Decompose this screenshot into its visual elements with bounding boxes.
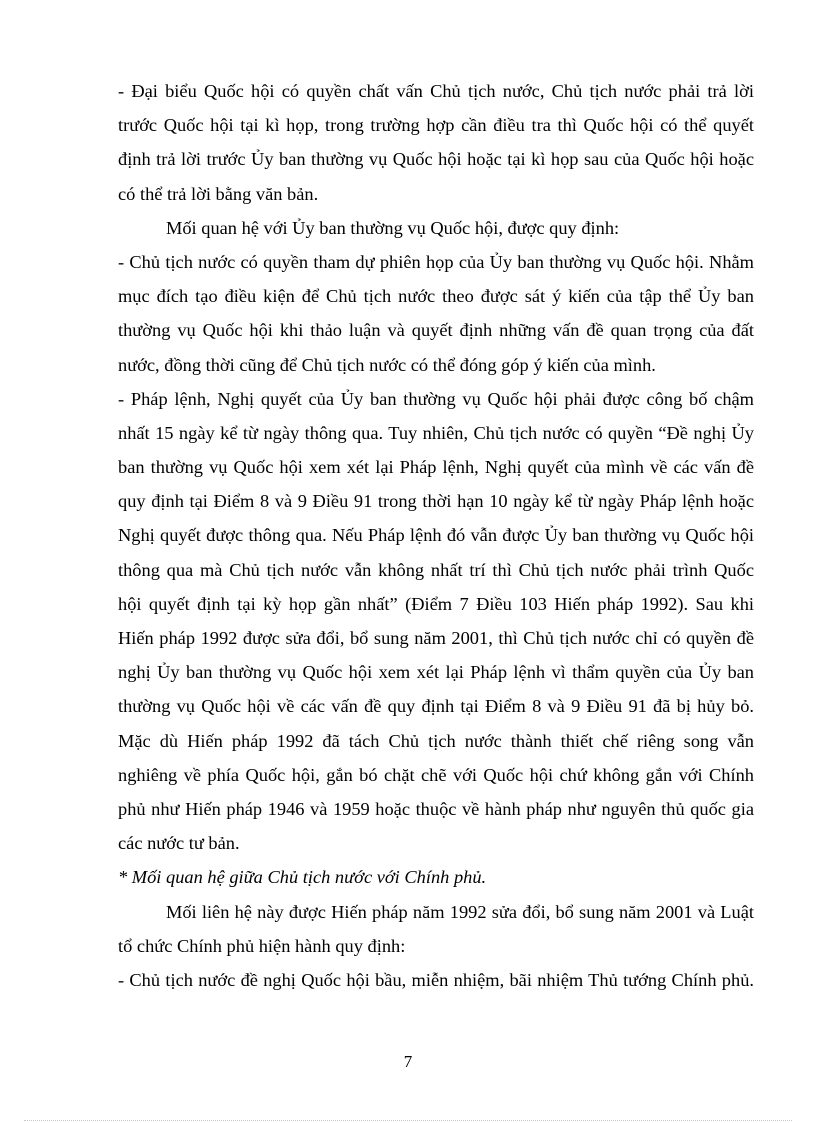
body-line: nhất 15 ngày kể từ ngày thông qua. Tuy nhiên, Chủ tịch nước có quyền “Đề nghị Ủy [118, 422, 754, 443]
body-line: nghị Ủy ban thường vụ Quốc hội xem xét lại Pháp lệnh vì thẩm quyền của Ủy ban [118, 662, 754, 683]
body-line: - Đại biểu Quốc hội có quyền chất vấn Chủ tịch nước, Chủ tịch nước phải trả lời [118, 81, 754, 101]
footer-divider [24, 1120, 792, 1121]
body-line: - Chủ tịch nước đề nghị Quốc hội bầu, miễn nhiệm, bãi nhiệm Thủ tướng Chính phủ. [118, 969, 754, 990]
body-line: - Chủ tịch nước có quyền tham dự phiên họp của Ủy ban thường vụ Quốc hội. Nhằm [118, 251, 754, 272]
body-line: nghiêng về phía Quốc hội, gắn bó chặt chẽ với Quốc hội chứ không gắn với Chính [118, 764, 754, 785]
page-number: 7 [403, 1052, 413, 1071]
paragraph-intro-line: Mối quan hệ với Ủy ban thường vụ Quốc hội, được quy định: [166, 217, 620, 238]
body-line: phủ như Hiến pháp 1946 và 1959 hoặc thuộc về hành pháp như nguyên thủ quốc gia [118, 798, 754, 819]
body-line: thông qua mà Chủ tịch nước vẫn không nhất trí thì Chủ tịch nước phải trình Quốc [118, 559, 754, 580]
body-line: các nước tư bản. [118, 833, 240, 854]
paragraph-intro-line: Mối liên hệ này được Hiến pháp năm 1992 sửa đổi, bổ sung năm 2001 và Luật [166, 901, 754, 922]
body-line: ban thường vụ Quốc hội xem xét lại Pháp lệnh, Nghị quyết của mình về các vấn đề [118, 457, 754, 478]
body-line: nước, đồng thời cũng để Chủ tịch nước có thể đóng góp ý kiến của mình. [118, 354, 656, 375]
document-body [118, 74, 754, 997]
body-line: mục đích tạo điều kiện để Chủ tịch nước theo được sát ý kiến của tập thể Ủy ban [118, 286, 754, 307]
section-heading: * Mối quan hệ giữa Chủ tịch nước với Chính phủ. [118, 867, 487, 888]
body-line: quy định tại Điểm 8 và 9 Điều 91 trong thời hạn 10 ngày kể từ ngày Pháp lệnh hoặc [118, 491, 754, 512]
body-line: trước Quốc hội tại kì họp, trong trường hợp cần điều tra thì Quốc hội có thể quyết [118, 115, 754, 136]
body-line: - Pháp lệnh, Nghị quyết của Ủy ban thường vụ Quốc hội phải được công bố chậm [118, 388, 754, 409]
body-line: thường vụ Quốc hội về các vấn đề quy định tại Điểm 8 và 9 Điều 91 đã bị hủy bỏ. [118, 696, 754, 717]
body-line: Hiến pháp 1992 được sửa đổi, bổ sung năm 2001, thì Chủ tịch nước chỉ có quyền đề [118, 628, 754, 648]
body-line: hội quyết định tại kỳ họp gần nhất” (Điểm 7 Điều 103 Hiến pháp 1992). Sau khi [118, 593, 754, 614]
body-line: Mặc dù Hiến pháp 1992 đã tách Chủ tịch nước thành thiết chế riêng song vẫn [118, 730, 754, 751]
body-line: định trả lời trước Ủy ban thường vụ Quốc hội hoặc tại kì họp sau của Quốc hội hoặc [118, 149, 754, 170]
body-line: tổ chức Chính phủ hiện hành quy định: [118, 935, 406, 956]
body-line: có thể trả lời bằng văn bản. [118, 183, 319, 204]
body-line: thường vụ Quốc hội khi thảo luận và quyết định những vấn đề quan trọng của đất [118, 320, 754, 341]
body-line: Nghị quyết được thông qua. Nếu Pháp lệnh đó vẫn được Ủy ban thường vụ Quốc hội [118, 525, 754, 546]
